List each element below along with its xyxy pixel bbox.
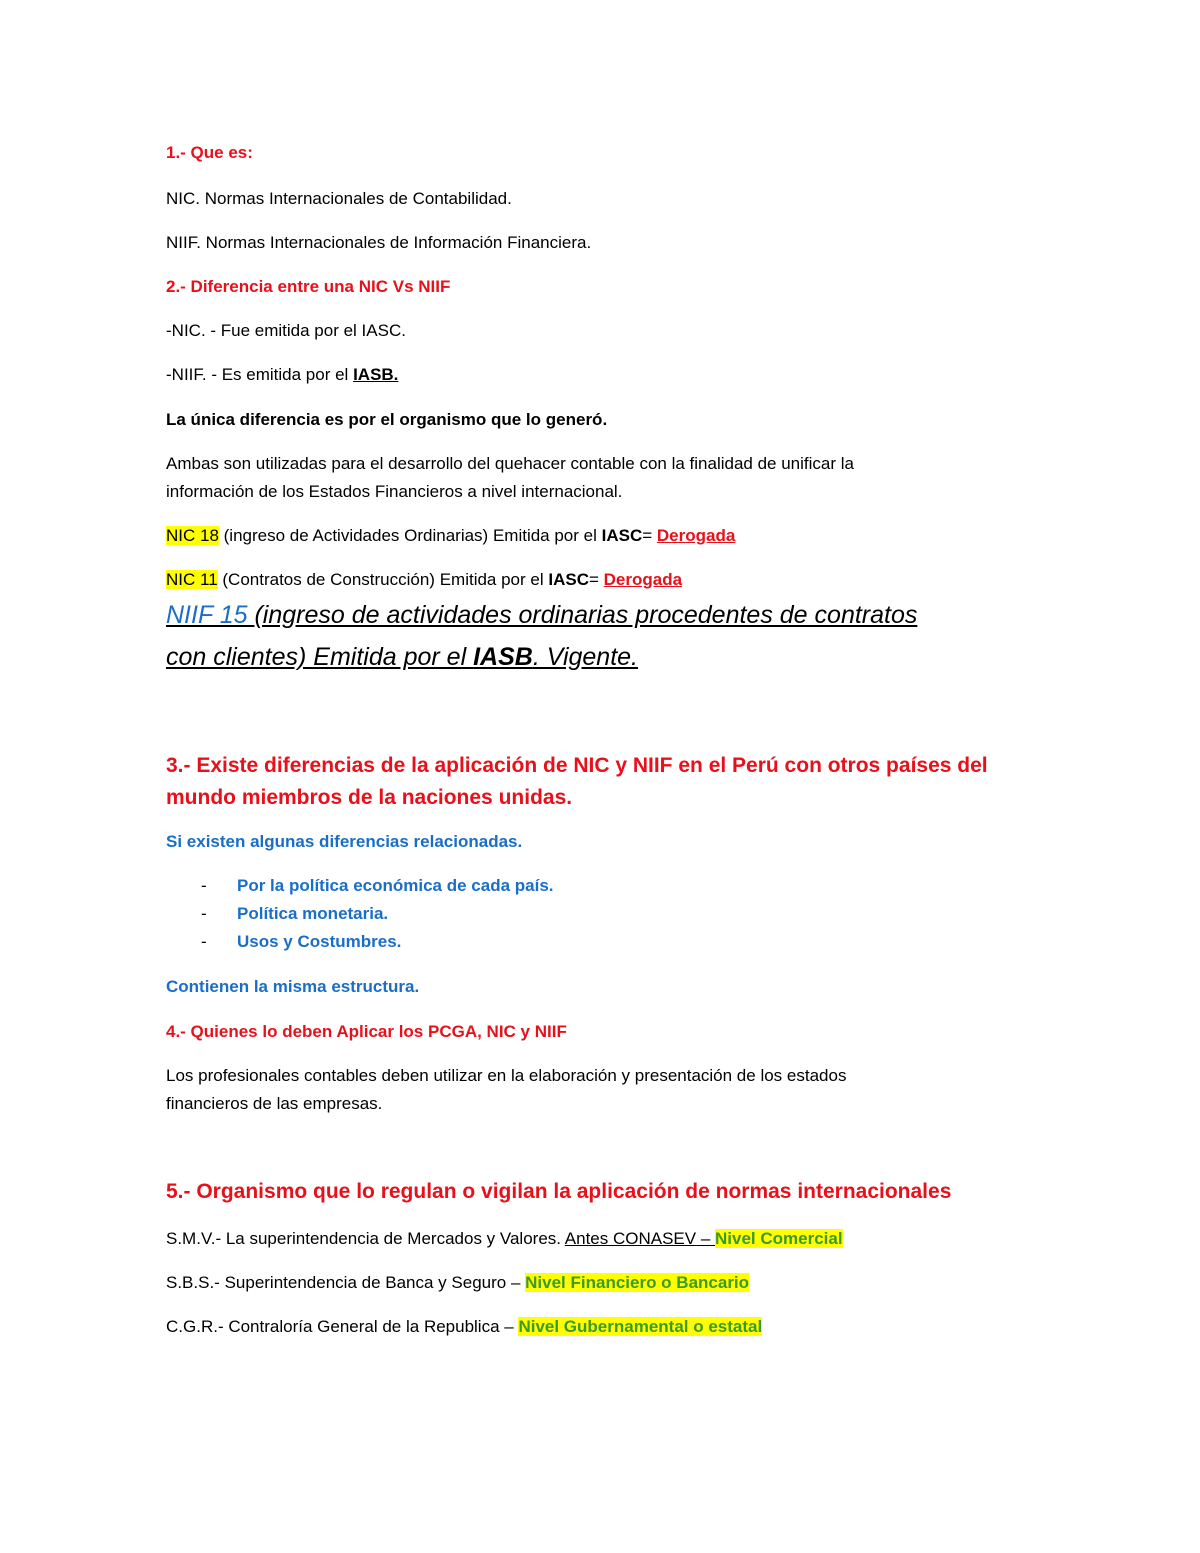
bullet-marker: -	[201, 876, 207, 895]
bullet-marker: -	[201, 904, 207, 923]
niif-definition: NIIF. Normas Internacionales de Información Financiera.	[166, 233, 592, 252]
bullet-marker: -	[201, 932, 207, 951]
nic11-code: NIC 11	[166, 570, 218, 589]
smv-dash: –	[696, 1229, 716, 1248]
bullet-item: Usos y Costumbres.	[237, 932, 402, 951]
niif15-line-2-suffix: . Vigente.	[532, 643, 639, 671]
niif-issuer-prefix: -NIIF. - Es emitida por el	[166, 365, 354, 384]
nic11-description: (Contratos de Construcción) Emitida por el	[217, 570, 549, 589]
sbs-dash: –	[510, 1273, 526, 1292]
nic18-description: (ingreso de Actividades Ordinarias) Emitida por el	[218, 526, 602, 545]
nic18-code: NIC 18	[166, 526, 219, 545]
cgr-text: C.G.R.- Contraloría General de la Republica	[166, 1317, 505, 1336]
section-3-heading-line-2: mundo miembros de la naciones unidas.	[166, 786, 573, 809]
sbs-text: S.B.S.- Superintendencia de Banca y Seguro	[166, 1273, 511, 1292]
sbs-level-badge: Nivel Financiero o Bancario	[525, 1273, 750, 1292]
smv-text: S.M.V.- La superintendencia de Mercados y Valores.	[166, 1229, 565, 1248]
section-1-heading: 1.- Que es:	[166, 143, 253, 162]
section-4-heading: 4.- Quienes lo deben Aplicar los PCGA, NIC y NIIF	[166, 1022, 567, 1041]
section-4-line-2: financieros de las empresas.	[166, 1094, 383, 1113]
nic11-issuer: IASC	[548, 570, 589, 589]
nic11-status: Derogada	[603, 570, 683, 589]
nic18-equals: =	[642, 526, 657, 545]
cgr-line	[166, 1315, 762, 1339]
iasb-label: IASB.	[353, 365, 399, 384]
section-3-conclusion: Contienen la misma estructura.	[166, 977, 420, 996]
section-3-answer: Si existen algunas diferencias relacionadas.	[166, 832, 523, 851]
nic11-line	[166, 568, 682, 592]
nic-definition: NIC. Normas Internacionales de Contabilidad.	[166, 189, 512, 208]
section-4-line-1: Los profesionales contables deben utilizar en la elaboración y presentación de los estados	[166, 1066, 847, 1085]
nic18-status: Derogada	[656, 526, 736, 545]
smv-level-badge: Nivel Comercial	[715, 1229, 843, 1248]
bullet-item: Por la política económica de cada país.	[237, 876, 554, 895]
smv-before: Antes CONASEV	[564, 1229, 697, 1248]
niif-issuer-line	[166, 363, 398, 387]
niif15-line-1-rest: (ingreso de actividades ordinarias procedentes de contratos	[247, 601, 918, 629]
cgr-level-badge: Nivel Gubernamental o estatal	[518, 1317, 763, 1336]
section-5-heading: 5.- Organismo que lo regulan o vigilan la aplicación de normas internacionales	[166, 1180, 952, 1203]
nic-issuer-line: -NIC. - Fue emitida por el IASC.	[166, 321, 406, 340]
section-3-heading-line-1: 3.- Existe diferencias de la aplicación de NIC y NIIF en el Perú con otros países del	[166, 754, 988, 777]
nic18-issuer: IASC	[601, 526, 643, 545]
both-purpose-line-1: Ambas son utilizadas para el desarrollo del quehacer contable con la finalidad de unificar la	[166, 454, 854, 473]
unique-difference: La única diferencia es por el organismo que lo generó.	[166, 410, 608, 429]
smv-line	[166, 1227, 843, 1251]
niif15-line-2	[166, 640, 638, 674]
sbs-line	[166, 1271, 749, 1295]
niif15-line-2-prefix: con clientes) Emitida por el	[166, 643, 474, 671]
nic18-line	[166, 524, 735, 548]
niif15-line-1	[166, 598, 917, 632]
cgr-dash: –	[504, 1317, 519, 1336]
niif15-code[interactable]: NIIF 15	[166, 601, 248, 629]
niif15-issuer: IASB	[473, 643, 533, 671]
both-purpose-line-2: información de los Estados Financieros a nivel internacional.	[166, 482, 623, 501]
nic11-equals: =	[588, 570, 604, 589]
bullet-item: Política monetaria.	[237, 904, 389, 923]
section-2-heading: 2.- Diferencia entre una NIC Vs NIIF	[166, 277, 451, 296]
